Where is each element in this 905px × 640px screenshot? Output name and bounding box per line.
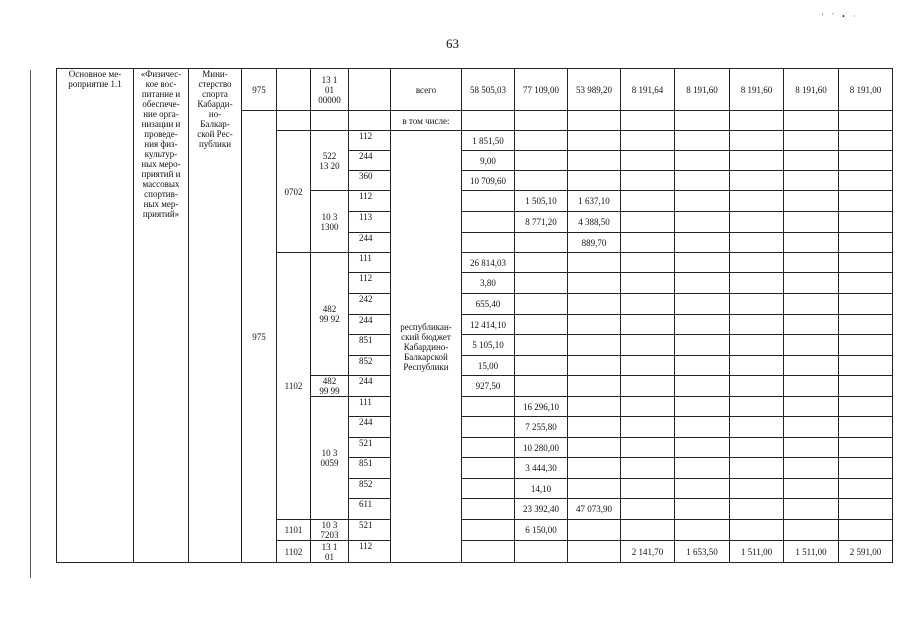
amount-cell — [839, 315, 893, 335]
amount-cell — [621, 191, 675, 212]
amount-cell — [621, 273, 675, 294]
event-name: «Физичес- кое вос- питание и обеспече- ние орга- низации и проведе- ния физ- культур- ных меро- приятий и массовых спортив- ных мер- приятий» — [140, 69, 182, 219]
amount-cell: 9,00 — [462, 151, 515, 171]
amount-cell: 1 851,50 — [462, 131, 515, 151]
amount-cell — [730, 191, 784, 212]
expense-type-code: 360 — [349, 171, 391, 191]
total-cell: 8 191,60 — [675, 69, 730, 111]
amount-cell — [621, 438, 675, 458]
amount-cell — [730, 438, 784, 458]
amount-cell — [515, 131, 568, 151]
expense-type-code: 242 — [349, 294, 391, 315]
amount-cell — [621, 397, 675, 417]
amount-cell — [730, 458, 784, 479]
amount-cell — [784, 131, 839, 151]
amount-cell: 14,10 — [515, 479, 568, 499]
empty-cell — [568, 111, 621, 131]
target-article-cell — [311, 397, 349, 520]
target-article: 482 99 99 — [319, 376, 340, 396]
amount-cell — [675, 131, 730, 151]
amount-cell — [515, 171, 568, 191]
amount-cell — [621, 520, 675, 541]
amount-cell: 2 591,00 — [839, 541, 893, 563]
target-article: 13 1 01 — [321, 541, 338, 562]
amount-cell — [675, 191, 730, 212]
amount-cell — [784, 397, 839, 417]
expense-type-code: 244 — [349, 376, 391, 397]
target-all-cell — [311, 69, 349, 111]
amount-cell: 10 709,60 — [462, 171, 515, 191]
target-article: 522 13 20 — [319, 150, 340, 171]
target-article-cell — [311, 520, 349, 541]
amount-cell: 1 511,00 — [784, 541, 839, 563]
amount-cell: 3,80 — [462, 273, 515, 294]
amount-cell — [568, 273, 621, 294]
expense-type-code: 112 — [349, 273, 391, 294]
empty-cell — [515, 111, 568, 131]
amount-cell — [839, 479, 893, 499]
amount-cell — [462, 212, 515, 233]
amount-cell: 7 255,80 — [515, 417, 568, 438]
amount-cell — [784, 273, 839, 294]
executor: Мини- стерство спорта Кабарди- но- Балкар- ской Рес- публики — [197, 69, 233, 149]
empty-cell — [462, 111, 515, 131]
amount-cell — [784, 417, 839, 438]
section-empty — [277, 69, 311, 111]
vr-empty — [349, 111, 391, 131]
amount-cell: 10 280,00 — [515, 438, 568, 458]
amount-cell — [839, 397, 893, 417]
amount-cell — [675, 458, 730, 479]
empty-cell — [839, 111, 893, 131]
amount-cell — [462, 458, 515, 479]
amount-cell — [839, 294, 893, 315]
amount-cell — [621, 171, 675, 191]
expense-type-code: 244 — [349, 233, 391, 253]
amount-cell — [462, 541, 515, 563]
amount-cell — [675, 438, 730, 458]
amount-cell: 47 073,90 — [568, 499, 621, 520]
amount-cell — [568, 417, 621, 438]
budget-source-cell — [391, 131, 462, 563]
amount-cell: 8 771,20 — [515, 212, 568, 233]
amount-cell — [784, 233, 839, 253]
amount-cell — [839, 131, 893, 151]
amount-cell — [730, 294, 784, 315]
amount-cell — [784, 520, 839, 541]
amount-cell: 12 414,10 — [462, 315, 515, 335]
amount-cell — [839, 273, 893, 294]
amount-cell — [784, 315, 839, 335]
corner-marks: ' ´ • · — [822, 12, 859, 21]
amount-cell — [515, 273, 568, 294]
amount-cell: 2 141,70 — [621, 541, 675, 563]
expense-type-code: 852 — [349, 479, 391, 499]
expense-type-code: 852 — [349, 356, 391, 376]
amount-cell — [515, 541, 568, 563]
amount-cell — [675, 356, 730, 376]
amount-cell — [621, 458, 675, 479]
total-cell: 8 191,00 — [839, 69, 893, 111]
amount-cell — [784, 191, 839, 212]
amount-cell: 1 653,50 — [675, 541, 730, 563]
amount-cell — [515, 151, 568, 171]
amount-cell — [621, 151, 675, 171]
section-empty — [277, 111, 311, 131]
amount-cell — [784, 335, 839, 356]
amount-cell — [839, 376, 893, 397]
amount-cell — [621, 315, 675, 335]
amount-cell — [675, 417, 730, 438]
amount-cell — [839, 335, 893, 356]
amount-cell — [839, 458, 893, 479]
amount-cell — [730, 356, 784, 376]
amount-cell — [675, 335, 730, 356]
amount-cell — [730, 499, 784, 520]
amount-cell: 1 637,10 — [568, 191, 621, 212]
amount-cell — [784, 438, 839, 458]
amount-cell — [675, 376, 730, 397]
amount-cell — [675, 315, 730, 335]
total-cell: 8 191,64 — [621, 69, 675, 111]
expense-type-code: 851 — [349, 458, 391, 479]
amount-cell — [675, 233, 730, 253]
target-article-cell — [311, 131, 349, 191]
amount-cell — [621, 212, 675, 233]
amount-cell — [784, 479, 839, 499]
section-code: 1102 — [277, 253, 311, 520]
amount-cell — [675, 273, 730, 294]
amount-cell — [675, 520, 730, 541]
budget-source: республикан- ский бюджет Кабардино- Балкарской Республики — [400, 321, 452, 372]
amount-cell — [621, 131, 675, 151]
amount-cell — [462, 233, 515, 253]
expense-type-code: 244 — [349, 417, 391, 438]
amount-cell — [730, 479, 784, 499]
amount-cell — [839, 253, 893, 273]
total-cell: 8 191,60 — [730, 69, 784, 111]
amount-cell — [730, 315, 784, 335]
amount-cell — [568, 458, 621, 479]
amount-cell — [515, 294, 568, 315]
expense-type-code: 521 — [349, 520, 391, 541]
section-code: 1101 — [277, 520, 311, 541]
empty-cell — [730, 111, 784, 131]
event-status: Основное ме- роприятие 1.1 — [68, 69, 122, 89]
amount-cell — [568, 171, 621, 191]
section-code: 0702 — [277, 131, 311, 253]
target-empty — [311, 111, 349, 131]
amount-cell — [730, 212, 784, 233]
amount-cell: 15,00 — [462, 356, 515, 376]
vr-empty — [349, 69, 391, 111]
amount-cell — [515, 376, 568, 397]
amount-cell — [621, 499, 675, 520]
amount-cell — [839, 171, 893, 191]
amount-cell — [675, 294, 730, 315]
amount-cell — [462, 520, 515, 541]
amount-cell: 927,50 — [462, 376, 515, 397]
event-name-cell — [134, 69, 189, 563]
expense-type-code: 112 — [349, 191, 391, 212]
amount-cell — [784, 171, 839, 191]
amount-cell: 1 511,00 — [730, 541, 784, 563]
amount-cell — [730, 171, 784, 191]
expense-type-code: 611 — [349, 499, 391, 520]
expense-type-code: 244 — [349, 315, 391, 335]
amount-cell — [730, 520, 784, 541]
amount-cell — [462, 397, 515, 417]
amount-cell — [568, 151, 621, 171]
label-all: всего — [391, 69, 462, 111]
amount-cell — [730, 273, 784, 294]
amount-cell — [675, 253, 730, 273]
expense-type-code: 851 — [349, 335, 391, 356]
amount-cell — [839, 151, 893, 171]
amount-cell — [784, 294, 839, 315]
total-cell: 77 109,00 — [515, 69, 568, 111]
amount-cell — [730, 417, 784, 438]
amount-cell — [784, 253, 839, 273]
amount-cell — [621, 479, 675, 499]
amount-cell — [839, 212, 893, 233]
amount-cell — [621, 294, 675, 315]
expense-type-code: 111 — [349, 253, 391, 273]
expense-type-code: 112 — [349, 131, 391, 151]
amount-cell — [839, 438, 893, 458]
amount-cell — [568, 294, 621, 315]
total-cell: 58 505,03 — [462, 69, 515, 111]
target-article: 10 3 7203 — [320, 520, 339, 540]
amount-cell: 5 105,10 — [462, 335, 515, 356]
empty-cell — [675, 111, 730, 131]
amount-cell — [462, 499, 515, 520]
amount-cell — [784, 151, 839, 171]
amount-cell — [568, 356, 621, 376]
amount-cell: 6 150,00 — [515, 520, 568, 541]
amount-cell — [675, 479, 730, 499]
target-article: 482 99 92 — [319, 304, 340, 324]
grbs-top: 975 — [242, 69, 277, 111]
executor-cell — [189, 69, 242, 563]
amount-cell — [568, 438, 621, 458]
amount-cell — [730, 376, 784, 397]
amount-cell — [675, 212, 730, 233]
amount-cell — [568, 335, 621, 356]
amount-cell — [839, 233, 893, 253]
amount-cell — [621, 253, 675, 273]
amount-cell — [675, 499, 730, 520]
total-cell: 53 989,20 — [568, 69, 621, 111]
amount-cell — [730, 253, 784, 273]
amount-cell — [784, 458, 839, 479]
amount-cell: 3 444,30 — [515, 458, 568, 479]
amount-cell — [621, 233, 675, 253]
amount-cell — [621, 335, 675, 356]
label-including: в том числе: — [391, 111, 462, 131]
empty-cell — [621, 111, 675, 131]
grbs-main: 975 — [242, 111, 277, 563]
amount-cell — [462, 438, 515, 458]
margin-rule — [30, 70, 31, 578]
amount-cell — [730, 151, 784, 171]
amount-cell — [839, 417, 893, 438]
page-number: 63 — [446, 36, 459, 51]
amount-cell — [515, 253, 568, 273]
amount-cell — [730, 397, 784, 417]
amount-cell — [568, 376, 621, 397]
expense-type-code: 521 — [349, 438, 391, 458]
amount-cell — [784, 212, 839, 233]
amount-cell: 1 505,10 — [515, 191, 568, 212]
target-article-cell — [311, 376, 349, 397]
amount-cell — [568, 131, 621, 151]
amount-cell — [568, 479, 621, 499]
amount-cell — [839, 356, 893, 376]
amount-cell: 4 388,50 — [568, 212, 621, 233]
amount-cell — [675, 151, 730, 171]
empty-cell — [784, 111, 839, 131]
amount-cell — [515, 335, 568, 356]
amount-cell — [515, 356, 568, 376]
amount-cell — [675, 397, 730, 417]
expense-type-code: 111 — [349, 397, 391, 417]
amount-cell — [568, 541, 621, 563]
amount-cell — [839, 499, 893, 520]
target-article: 10 3 0059 — [320, 448, 339, 468]
target-article-cell — [311, 191, 349, 253]
total-cell: 8 191,60 — [784, 69, 839, 111]
amount-cell — [568, 397, 621, 417]
amount-cell — [462, 479, 515, 499]
amount-cell — [568, 315, 621, 335]
amount-cell — [784, 356, 839, 376]
amount-cell — [730, 335, 784, 356]
amount-cell: 889,70 — [568, 233, 621, 253]
amount-cell — [784, 499, 839, 520]
amount-cell: 26 814,03 — [462, 253, 515, 273]
amount-cell — [462, 417, 515, 438]
amount-cell — [462, 191, 515, 212]
amount-cell — [621, 417, 675, 438]
amount-cell — [568, 253, 621, 273]
amount-cell — [784, 376, 839, 397]
target-article: 10 3 1300 — [320, 211, 339, 232]
section-code: 1102 — [277, 541, 311, 563]
target-article-cell — [311, 253, 349, 376]
amount-cell — [568, 520, 621, 541]
amount-cell — [621, 356, 675, 376]
amount-cell — [515, 315, 568, 335]
amount-cell — [839, 191, 893, 212]
amount-cell — [730, 131, 784, 151]
target-article-cell — [311, 541, 349, 563]
amount-cell — [839, 520, 893, 541]
event-status-cell — [57, 69, 134, 563]
amount-cell — [730, 233, 784, 253]
budget-table — [56, 68, 893, 563]
amount-cell: 23 392,40 — [515, 499, 568, 520]
amount-cell — [515, 233, 568, 253]
amount-cell: 16 296,10 — [515, 397, 568, 417]
expense-type-code: 112 — [349, 541, 391, 563]
expense-type-code: 113 — [349, 212, 391, 233]
amount-cell: 655,40 — [462, 294, 515, 315]
amount-cell — [675, 171, 730, 191]
expense-type-code: 244 — [349, 151, 391, 171]
amount-cell — [621, 376, 675, 397]
target-all: 13 1 01 00000 — [318, 74, 341, 105]
